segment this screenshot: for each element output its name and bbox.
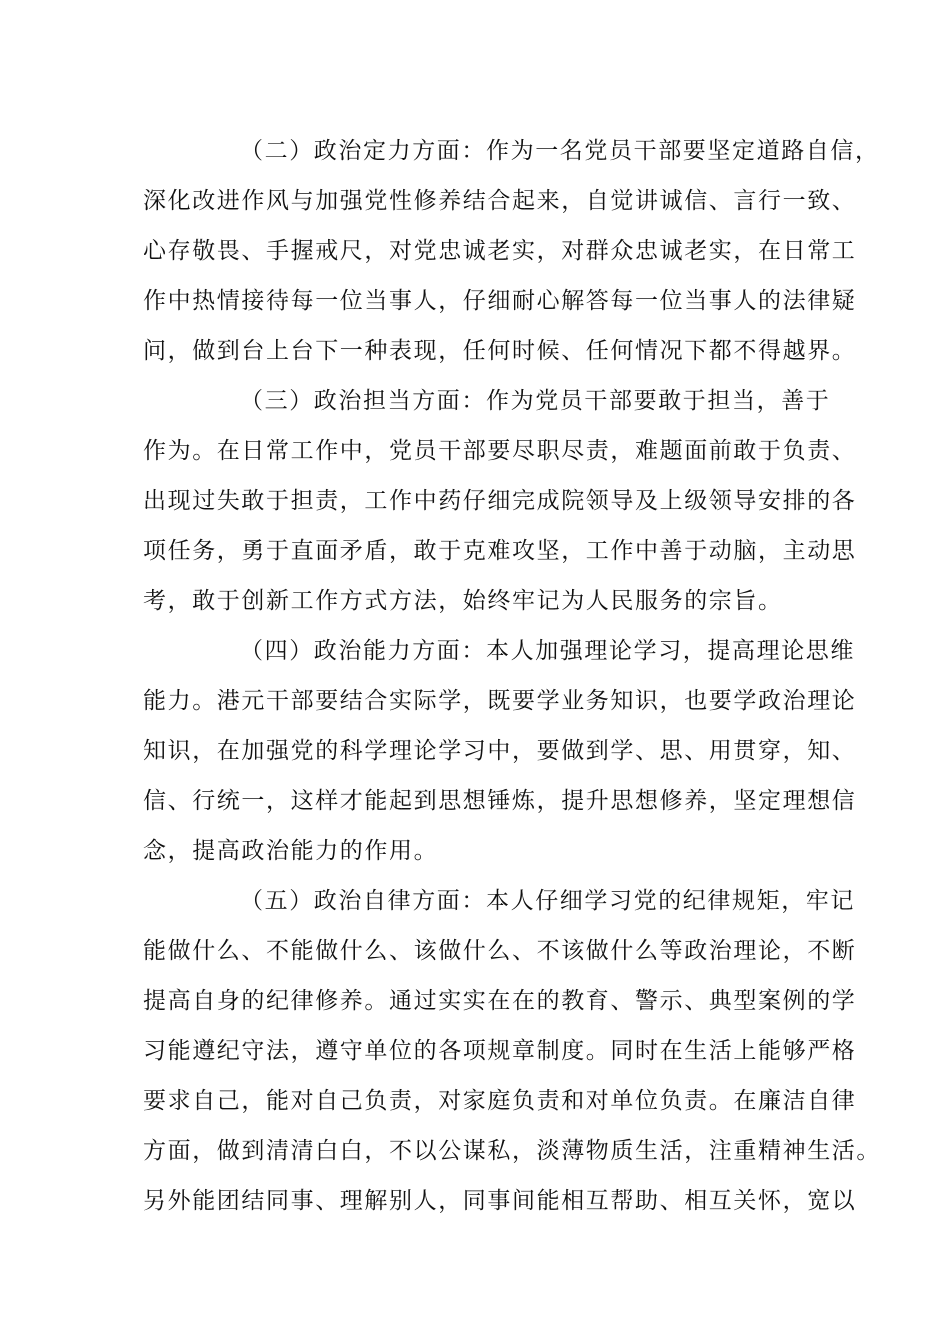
paragraph-4-line-3: 知识，在加强党的科学理论学习中，要做到学、思、用贯穿，知、 bbox=[143, 738, 857, 764]
paragraph-4-line-1: （四）政治能力方面：本人加强理论学习，提高理论思维 bbox=[240, 638, 855, 664]
paragraph-5-line-7: 另外能团结同事、理解别人，同事间能相互帮助、相互关怀，宽以 bbox=[143, 1188, 857, 1214]
paragraph-3-line-4: 项任务，勇于直面矛盾，敢于克难攻坚，工作中善于动脑，主动思 bbox=[143, 538, 857, 564]
paragraph-4-line-5: 念，提高政治能力的作用。 bbox=[143, 838, 439, 864]
paragraph-2-line-3: 心存敬畏、手握戒尺，对党忠诚老实，对群众忠诚老实，在日常工 bbox=[143, 238, 857, 264]
paragraph-3-line-1: （三）政治担当方面：作为党员干部要敢于担当，善于 bbox=[240, 388, 831, 414]
paragraph-2-line-5: 问，做到台上台下一种表现，任何时候、任何情况下都不得越界。 bbox=[143, 338, 857, 364]
paragraph-5-line-2: 能做什么、不能做什么、该做什么、不该做什么等政治理论，不断 bbox=[143, 938, 857, 964]
paragraph-5-line-6: 方面，做到清清白白，不以公谋私，淡薄物质生活，注重精神生活。 bbox=[143, 1138, 881, 1164]
paragraph-4-line-2: 能力。港元干部要结合实际学，既要学业务知识，也要学政治理论 bbox=[143, 688, 857, 714]
paragraph-2-line-4: 作中热情接待每一位当事人，仔细耐心解答每一位当事人的法律疑 bbox=[143, 288, 857, 314]
paragraph-3-line-3: 出现过失敢于担责，工作中药仔细完成院领导及上级领导安排的各 bbox=[143, 488, 857, 514]
paragraph-5-line-5: 要求自己，能对自己负责，对家庭负责和对单位负责。在廉洁自律 bbox=[143, 1088, 857, 1114]
paragraph-3-line-5: 考，敢于创新工作方式方法，始终牢记为人民服务的宗旨。 bbox=[143, 588, 783, 614]
paragraph-5-line-4: 习能遵纪守法，遵守单位的各项规章制度。同时在生活上能够严格 bbox=[143, 1038, 857, 1064]
paragraph-5-line-3: 提高自身的纪律修养。通过实实在在的教育、警示、典型案例的学 bbox=[143, 988, 857, 1014]
paragraph-3-line-2: 作为。在日常工作中，党员干部要尽职尽责，难题面前敢于负责、 bbox=[143, 438, 857, 464]
paragraph-2-line-1: （二）政治定力方面：作为一名党员干部要坚定道路自信， bbox=[240, 138, 880, 164]
paragraph-5-line-1: （五）政治自律方面：本人仔细学习党的纪律规矩，牢记 bbox=[240, 888, 855, 914]
paragraph-4-line-4: 信、行统一，这样才能起到思想锤炼，提升思想修养，坚定理想信 bbox=[143, 788, 857, 814]
paragraph-2-line-2: 深化改进作风与加强党性修养结合起来，自觉讲诚信、言行一致、 bbox=[143, 188, 857, 214]
